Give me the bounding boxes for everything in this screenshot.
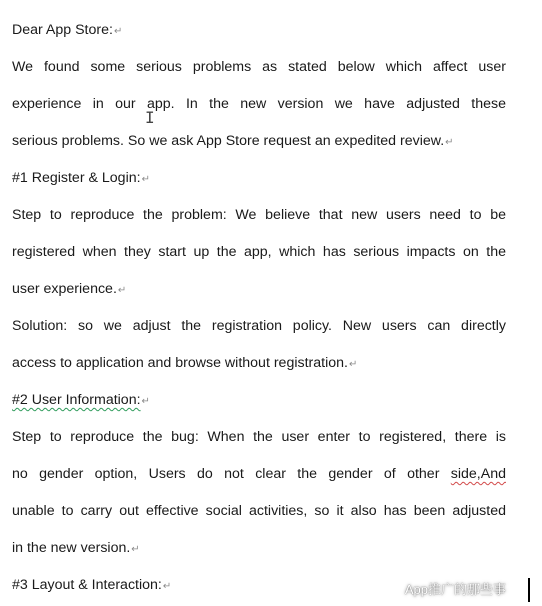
spellcheck-word: side,And [450, 466, 506, 482]
paragraph-mark-icon: ↵ [141, 174, 150, 185]
wechat-icon [378, 580, 400, 598]
paragraph-mark-icon: ↵ [162, 581, 172, 592]
section1-step-line-1: Step to reproduce the problem: We believe that new users need to be [12, 207, 506, 223]
section2-step-line-2 [12, 464, 506, 484]
section2-heading [12, 390, 506, 412]
watermark-text: App推广的那些事 [404, 582, 506, 597]
text-caret[interactable] [528, 578, 530, 602]
intro-line-3 [12, 131, 506, 153]
greeting-line [12, 20, 506, 42]
intro-line-2: experience in our app. In the new version we have adjusted these [12, 96, 506, 112]
paragraph-mark-icon: ↵ [141, 396, 150, 407]
paragraph-mark-icon: ↵ [445, 137, 454, 148]
section1-heading [12, 168, 506, 190]
intro-line-3-text: serious problems. So we ask App Store request an expedited review. [12, 133, 445, 149]
paragraph-mark-icon: ↵ [348, 359, 358, 370]
section1-solution-line-1: Solution: so we adjust the registration policy. New users can directly [12, 318, 506, 334]
section2-step-line-4-text: in the new version. [12, 540, 131, 556]
section2-step-line-1: Step to reproduce the bug: When the user enter to registered, there is [12, 429, 506, 445]
greeting-text: Dear App Store: [12, 22, 113, 38]
section1-step-line-3 [12, 279, 506, 301]
section1-step-line-2: registered when they start up the app, which has serious impacts on the [12, 244, 506, 260]
paragraph-mark-icon: ↵ [131, 544, 140, 555]
section1-solution-line-2-text: access to application and browse without registration. [12, 355, 348, 371]
paragraph-mark-icon: ↵ [113, 26, 123, 37]
intro-line-1: We found some serious problems as stated below which affect user [12, 59, 506, 75]
text-cursor-icon: Ι [145, 108, 155, 127]
watermark [378, 579, 506, 598]
section1-step-line-3-text: user experience. [12, 281, 117, 297]
section2-step-line-3: unable to carry out effective social activities, so it also has been adjusted [12, 503, 506, 519]
paragraph-mark-icon: ↵ [117, 285, 127, 296]
section2-heading-text: #2 User Information: [12, 392, 141, 408]
section1-solution-line-2 [12, 353, 506, 375]
section3-heading-text: #3 Layout & Interaction: [12, 577, 162, 593]
section1-heading-text: #1 Register & Login: [12, 170, 141, 186]
section2-step-line-4 [12, 538, 506, 560]
section2-step-line-2-text: no gender option, Users do not clear the gender of other [12, 466, 451, 482]
